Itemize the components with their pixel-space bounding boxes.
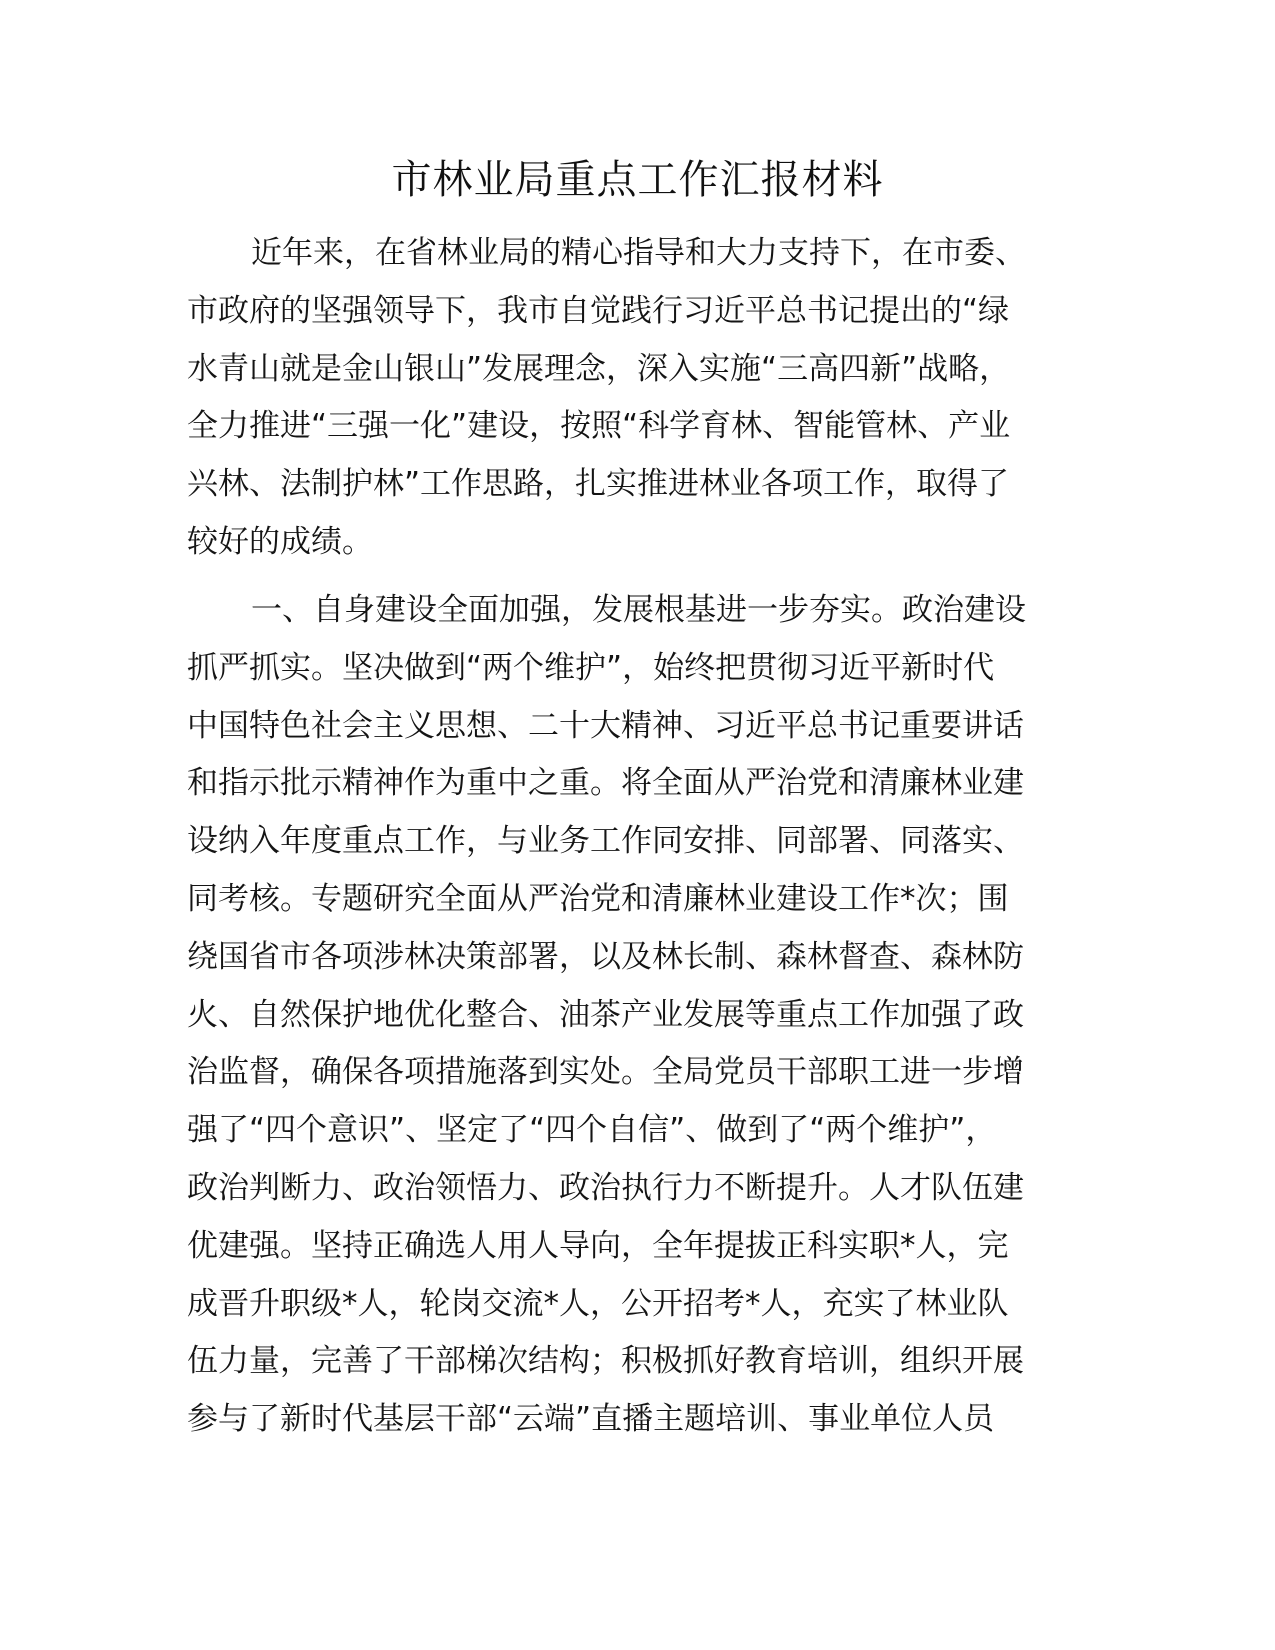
text-line: 全力推进“三强一化”建设，按照“科学育林、智能管林、产业 <box>187 408 1011 445</box>
text-line: 成晋升职级*人，轮岗交流*人，公开招考*人，充实了林业队 <box>187 1285 1009 1322</box>
text-line: 和指示批示精神作为重中之重。将全面从严治党和清廉林业建 <box>187 765 1024 802</box>
paragraph-section-one <box>187 582 1087 1449</box>
text-line: 中国特色社会主义思想、二十大精神、习近平总书记重要讲话 <box>187 707 1024 744</box>
text-line: 抓严抓实。坚决做到“两个维护”，始终把贯彻习近平新时代 <box>187 649 995 686</box>
text-line: 政治判断力、政治领悟力、政治执行力不断提升。人才队伍建 <box>187 1169 1024 1206</box>
text-line: 治监督，确保各项措施落到实处。全局党员干部职工进一步增 <box>187 1054 1024 1091</box>
paragraph-intro <box>187 225 1087 572</box>
text-line: 一、自身建设全面加强，发展根基进一步夯实。政治建设 <box>251 592 1026 628</box>
text-line: 近年来，在省林业局的精心指导和大力支持下，在市委、 <box>251 235 1026 271</box>
text-line: 火、自然保护地优化整合、油茶产业发展等重点工作加强了政 <box>187 996 1024 1033</box>
document-title: 市林业局重点工作汇报材料 <box>391 157 884 203</box>
text-line: 市政府的坚强领导下，我市自觉践行习近平总书记提出的“绿 <box>187 292 1010 329</box>
text-line: 兴林、法制护林”工作思路，扎实推进林业各项工作，取得了 <box>187 466 1010 503</box>
text-line: 参与了新时代基层干部“云端”直播主题培训、事业单位人员 <box>187 1401 995 1438</box>
text-line: 伍力量，完善了干部梯次结构；积极抓好教育培训，组织开展 <box>187 1343 1024 1380</box>
text-line: 优建强。坚持正确选人用人导向，全年提拔正科实职*人，完 <box>187 1227 1009 1264</box>
text-line: 强了“四个意识”、坚定了“四个自信”、做到了“两个维护”， <box>187 1112 997 1149</box>
text-line: 同考核。专题研究全面从严治党和清廉林业建设工作*次；围 <box>187 880 1009 917</box>
text-line: 水青山就是金山银山”发展理念，深入实施“三高四新”战略， <box>187 350 1011 387</box>
text-line: 较好的成绩。 <box>187 523 373 560</box>
text-line: 设纳入年度重点工作，与业务工作同安排、同部署、同落实、 <box>187 823 1024 860</box>
text-line: 绕国省市各项涉林决策部署，以及林长制、森林督查、森林防 <box>187 938 1024 975</box>
